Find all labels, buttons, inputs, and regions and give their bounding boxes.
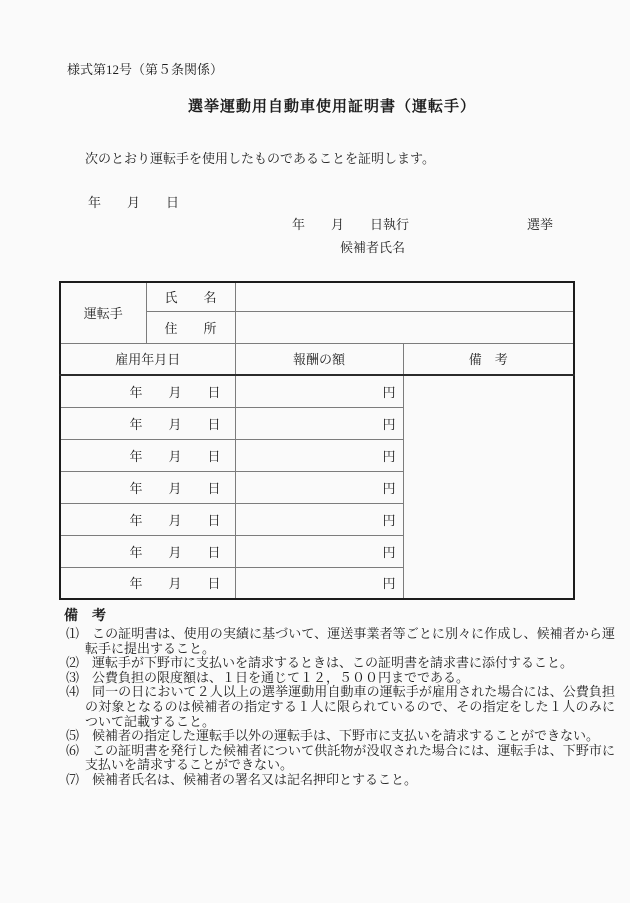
table-header-row xyxy=(60,343,574,375)
note-item xyxy=(0,656,630,671)
address-value-cell xyxy=(235,311,574,343)
salary-amount-cell: 円 xyxy=(235,471,403,503)
employment-date-header: 雇用年月日 xyxy=(60,343,235,375)
driver-table xyxy=(59,281,575,600)
note-item xyxy=(0,744,630,773)
note-number: ⑵ xyxy=(66,655,80,671)
document-title: 選挙運動用自動車使用証明書（運転手） xyxy=(187,98,476,115)
employment-date-cell: 年 月 日 xyxy=(60,535,235,567)
note-text: 運転手が下野市に支払いを請求するときは、この証明書を請求書に添付すること。 xyxy=(92,655,574,671)
certification-statement: 次のとおり運転手を使用したものであることを証明します。 xyxy=(85,151,435,166)
note-number: ⑴ xyxy=(66,626,80,641)
note-number: ⑹ xyxy=(66,742,80,758)
note-text: この証明書は、使用の実績に基づいて、運送事業者等ごとに別々に作成し、候補者から運転手に提出すること。 xyxy=(85,626,615,656)
name-label-cell: 氏 名 xyxy=(146,282,235,311)
notes-list xyxy=(0,627,630,788)
driver-label-cell: 運転手 xyxy=(60,282,146,343)
salary-amount-cell: 円 xyxy=(235,407,403,439)
election-date-line xyxy=(0,214,630,230)
notes-heading: 備 考 xyxy=(64,607,106,623)
salary-amount-cell: 円 xyxy=(235,567,403,599)
note-number: ⑶ xyxy=(66,669,80,685)
salary-amount-cell: 円 xyxy=(235,535,403,567)
note-text: 同一の日において２人以上の選挙運動用自動車の運転手が雇用された場合には、公費負担の対象となるのは候補者の指定する１人に限られているので、その指定をした１人のみについて記載すること。 xyxy=(85,684,615,729)
salary-header: 報酬の額 xyxy=(235,343,403,375)
salary-amount-cell: 円 xyxy=(235,503,403,535)
name-value-cell xyxy=(235,282,574,311)
note-item xyxy=(0,671,630,686)
note-text: この証明書を発行した候補者について供託物が没収された場合には、運転手は、下野市に支払いを請求することができない。 xyxy=(85,742,615,773)
election-execution-date: 年 月 日執行 xyxy=(292,217,410,232)
table-row xyxy=(60,375,574,407)
note-item xyxy=(0,729,630,744)
employment-date-cell: 年 月 日 xyxy=(60,375,235,407)
note-text: 候補者氏名は、候補者の署名又は記名押印とすること。 xyxy=(92,771,418,787)
table-row xyxy=(60,282,574,311)
note-number: ⑷ xyxy=(66,684,80,700)
note-item xyxy=(0,627,630,656)
issue-date-line: 年 月 日 xyxy=(88,195,180,210)
note-item xyxy=(0,685,630,729)
note-number: ⑺ xyxy=(66,771,80,787)
note-text: 公費負担の限度額は、１日を通じて１２，５００円までである。 xyxy=(92,669,470,685)
employment-date-cell: 年 月 日 xyxy=(60,407,235,439)
candidate-name-label: 候補者氏名 xyxy=(340,240,406,255)
remarks-header: 備 考 xyxy=(403,343,574,375)
note-item xyxy=(0,773,630,788)
remarks-value-cell xyxy=(403,375,574,599)
address-label-cell: 住 所 xyxy=(146,311,235,343)
employment-date-cell: 年 月 日 xyxy=(60,471,235,503)
employment-date-cell: 年 月 日 xyxy=(60,503,235,535)
employment-date-cell: 年 月 日 xyxy=(60,567,235,599)
election-suffix-label: 選挙 xyxy=(527,217,554,232)
form-number: 様式第12号（第５条関係） xyxy=(67,62,224,77)
salary-amount-cell: 円 xyxy=(235,439,403,471)
salary-amount-cell: 円 xyxy=(235,375,403,407)
employment-date-cell: 年 月 日 xyxy=(60,439,235,471)
note-text: 候補者の指定した運転手以外の運転手は、下野市に支払いを請求することができない。 xyxy=(92,728,600,744)
note-number: ⑸ xyxy=(66,728,80,744)
